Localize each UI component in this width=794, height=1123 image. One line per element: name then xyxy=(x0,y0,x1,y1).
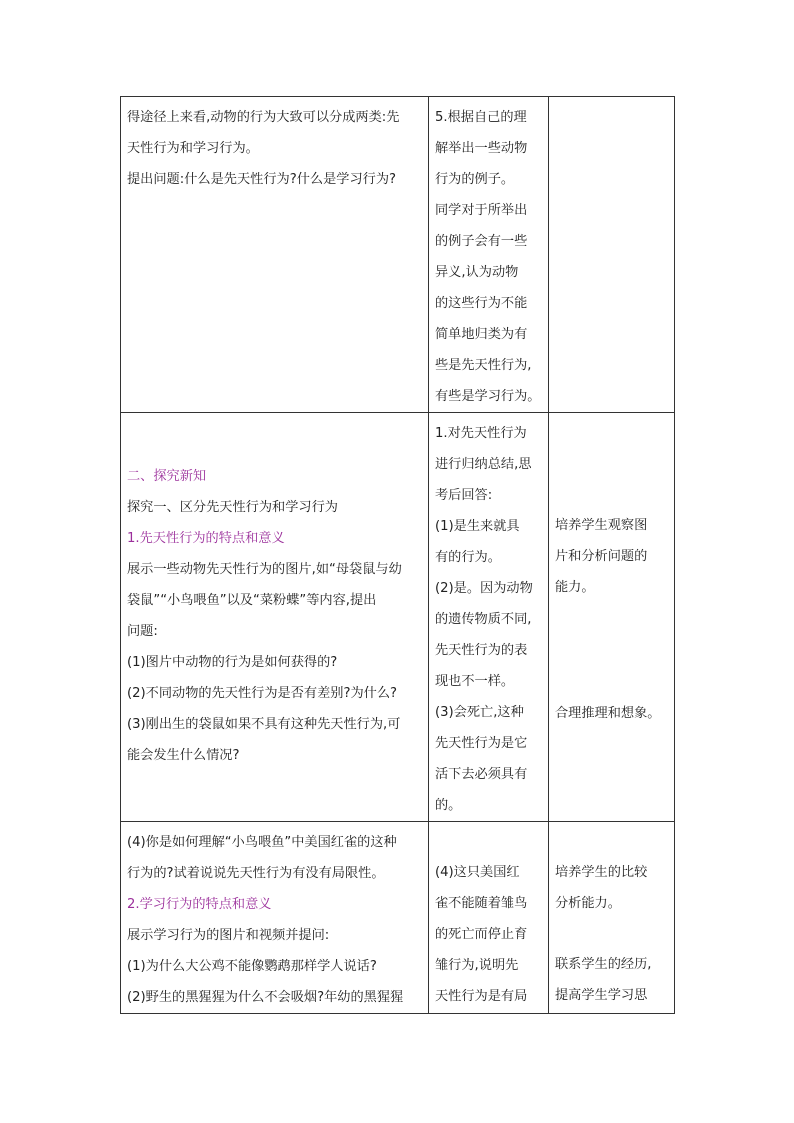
topic-heading: 2.学习行为的特点和意义 xyxy=(127,897,272,912)
text-line: 行为的例子。 xyxy=(435,172,515,187)
text-line: (1)是生来就具 xyxy=(435,519,520,534)
text-line: (2)野生的黑猩猩为什么不会吸烟?年幼的黑猩猩 xyxy=(127,990,404,1005)
teacher-activity-cell xyxy=(121,97,429,413)
text-line: 提出问题:什么是先天性行为?什么是学习行为? xyxy=(127,172,397,187)
text-line: 简单地归类为有 xyxy=(435,327,528,342)
text-line: 袋鼠”“小鸟喂鱼”以及“菜粉蝶”等内容,提出 xyxy=(127,593,377,608)
text-line: 的这些行为不能 xyxy=(435,296,528,311)
text-line: 解举出一些动物 xyxy=(435,141,528,156)
text-line: (4)这只美国红 xyxy=(435,865,520,880)
design-intent-cell xyxy=(549,413,675,822)
text-line: 行为的?试着说说先天性行为有没有局限性。 xyxy=(127,866,385,881)
text-line: 有的行为。 xyxy=(435,550,501,565)
text-line: (1)图片中动物的行为是如何获得的? xyxy=(127,655,338,670)
section-heading: 二、探究新知 xyxy=(127,469,207,484)
text-line: 些是先天性行为, xyxy=(435,358,532,373)
text-line: 同学对于所举出 xyxy=(435,203,528,218)
table-row xyxy=(121,97,675,413)
subsection-heading: 探究一、区分先天性行为和学习行为 xyxy=(127,500,338,515)
student-activity-cell xyxy=(429,822,549,1014)
text-line: 合理推理和想象。 xyxy=(555,706,661,721)
text-line: 分析能力。 xyxy=(555,896,621,911)
text-line: 现也不一样。 xyxy=(435,674,515,689)
text-line: 片和分析问题的 xyxy=(555,549,648,564)
student-activity-cell xyxy=(429,97,549,413)
text-line: 培养学生的比较 xyxy=(555,865,648,880)
text-line: 雏行为,说明先 xyxy=(435,958,519,973)
text-line: 考后回答: xyxy=(435,488,493,503)
text-line: (2)是。因为动物 xyxy=(435,581,533,596)
text-line: 天性行为和学习行为。 xyxy=(127,141,259,156)
teacher-activity-cell xyxy=(121,413,429,822)
text-line: 展示学习行为的图片和视频并提问: xyxy=(127,928,330,943)
text-line: 能力。 xyxy=(555,580,595,595)
text-line: 能会发生什么情况? xyxy=(127,748,240,763)
text-line: 1.对先天性行为 xyxy=(435,426,527,441)
text-line: 天性行为是有局 xyxy=(435,989,528,1004)
student-activity-cell xyxy=(429,413,549,822)
text-line: 问题: xyxy=(127,624,158,639)
table-row xyxy=(121,822,675,1014)
text-line: 5.根据自己的理 xyxy=(435,110,527,125)
text-line: 的。 xyxy=(435,798,462,813)
text-line: 得途径上来看,动物的行为大致可以分成两类:先 xyxy=(127,110,400,125)
teacher-activity-cell xyxy=(121,822,429,1014)
text-line: 的遗传物质不同, xyxy=(435,612,532,627)
text-line: 的例子会有一些 xyxy=(435,234,528,249)
text-line: 提高学生学习思 xyxy=(555,988,648,1003)
text-line: 有些是学习行为。 xyxy=(435,389,541,404)
text-line: (4)你是如何理解“小鸟喂鱼”中美国红雀的这种 xyxy=(127,835,397,850)
text-line: 先天性行为是它 xyxy=(435,736,528,751)
text-line: (1)为什么大公鸡不能像鹦鹉那样学人说话? xyxy=(127,959,377,974)
design-intent-cell xyxy=(549,97,675,413)
text-line: 先天性行为的表 xyxy=(435,643,528,658)
design-intent-cell xyxy=(549,822,675,1014)
text-line: (3)会死亡,这种 xyxy=(435,705,524,720)
spacer xyxy=(555,603,668,698)
text-line: 的死亡而停止育 xyxy=(435,927,528,942)
topic-heading: 1.先天性行为的特点和意义 xyxy=(127,531,285,546)
text-line: (3)刚出生的袋鼠如果不具有这种先天性行为,可 xyxy=(127,717,401,732)
text-line: 活下去必须具有 xyxy=(435,767,528,782)
text-line: 异义,认为动物 xyxy=(435,265,519,280)
table-row xyxy=(121,413,675,822)
lesson-plan-table xyxy=(120,96,675,1014)
text-line: 雀不能随着雏鸟 xyxy=(435,896,528,911)
text-line: 进行归纳总结,思 xyxy=(435,457,532,472)
text-line: 展示一些动物先天性行为的图片,如“母袋鼠与幼 xyxy=(127,562,402,577)
text-line: 联系学生的经历, xyxy=(555,957,652,972)
text-line: (2)不同动物的先天性行为是否有差别?为什么? xyxy=(127,686,398,701)
spacer xyxy=(555,919,668,949)
text-line: 培养学生观察图 xyxy=(555,518,648,533)
